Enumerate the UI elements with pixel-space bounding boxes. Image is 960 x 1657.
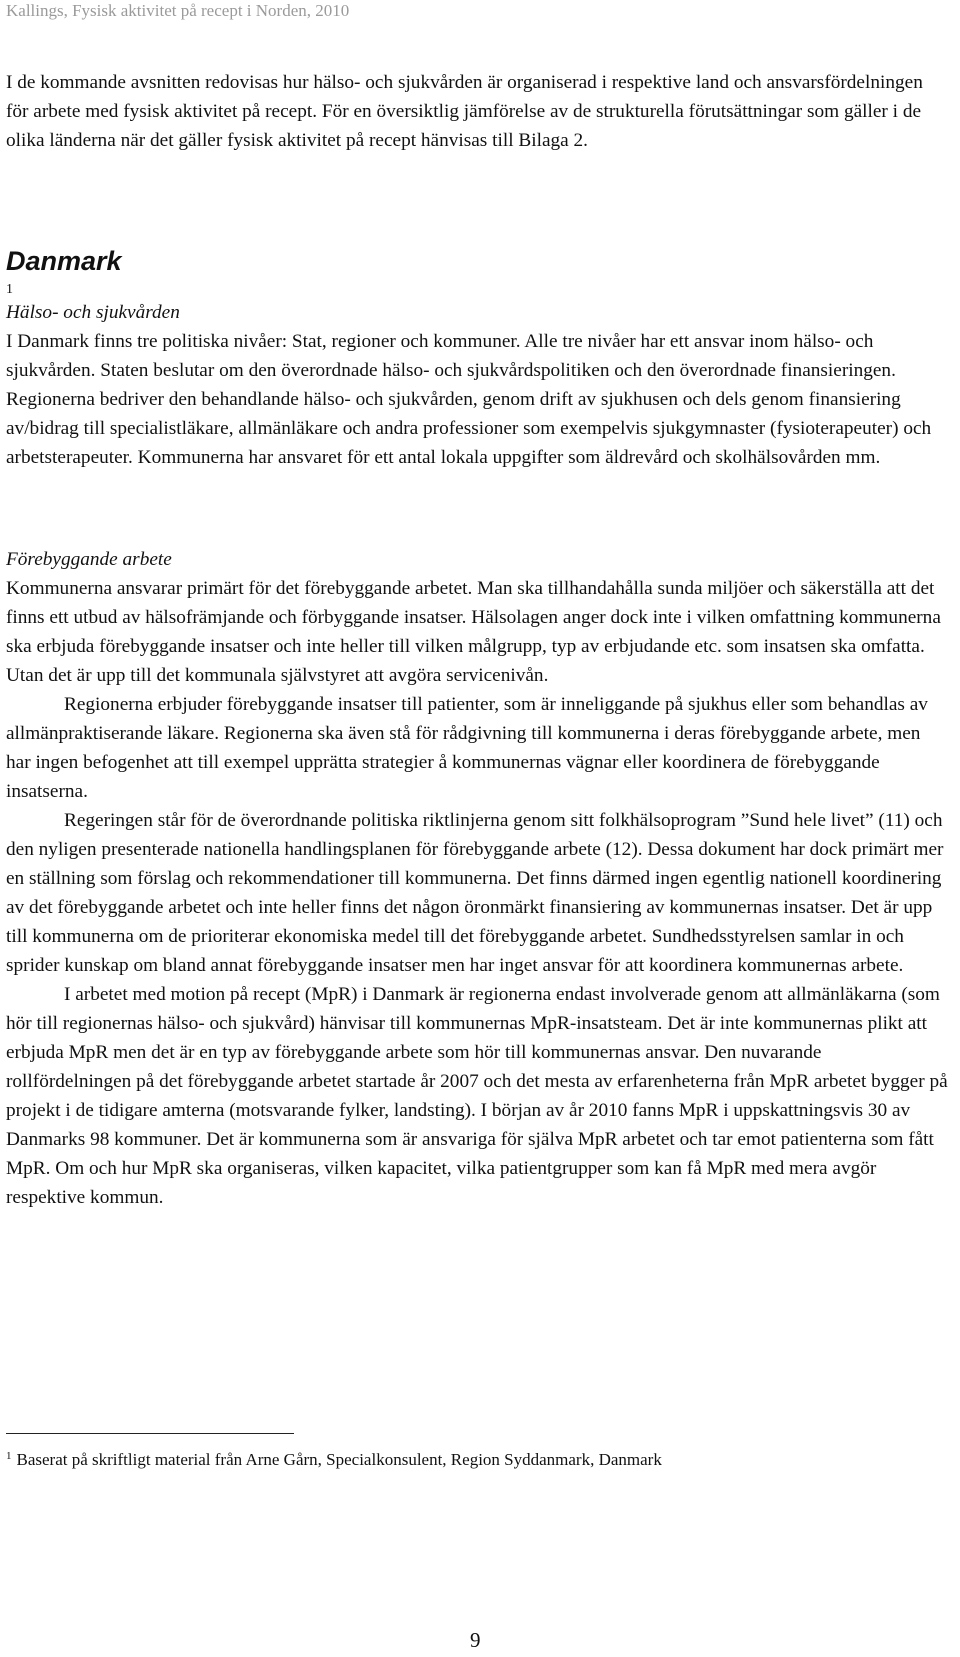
footnote-number: 1	[6, 1450, 12, 1462]
running-header: Kallings, Fysisk aktivitet på recept i Norden, 2010	[6, 1, 350, 20]
subsection-health-care	[6, 298, 948, 472]
subsection-heading: Förebyggande arbete	[6, 549, 172, 570]
body-paragraph: I arbetet med motion på recept (MpR) i Danmark är regionerna endast involverade genom att allmänläkarna (som hör till regionernas hälso- och sjukvård) hänvisar till kommunernas MpR-insatsteam. Det är inte kommunernas plikt att erbjuda MpR men det är en typ av förebyggande arbete som hör till kommunernas ansvar. Den nuvarande rollfördelningen på det förebyggande arbetet startade år 2007 och det mesta av erfarenheterna från MpR arbetet bygger på projekt i de tidigare amterna (motsvarande fylker, landsting). I början av år 2010 fanns MpR i uppskattningsvis 30 av Danmarks 98 kommuner. Det är kommunerna som är ansvariga för själva MpR arbetet och tar emot patienterna som fått MpR. Om och hur MpR ska organiseras, vilken kapacitet, vilka patientgrupper som kan få MpR med mera avgör respektive kommun.	[6, 984, 948, 1208]
body-paragraph: Regeringen står för de överordnande politiska riktlinjerna genom sitt folkhälsoprogram ”Sund hele livet” (11) och den nyligen presenterade nationella handlingsplanen för förebyggande arbete (12). Dessa dokument har dock primärt mer en ställning som förslag och rekommendationer till kommunerna. Det finns därmed ingen egentlig nationell koordinering av det förebyggande arbetet och inte heller finns det någon öronmärkt finansiering av kommunernas insatser. Det är upp till kommunerna om de prioriterar ekonomiska medel till det förebyggande arbetet. Sundhedsstyrelsen samlar in och sprider kunskap om bland annat förebyggande insatser men har inget ansvar för att koordinera kommunernas arbete.	[6, 810, 944, 976]
subsection-heading: Hälso- och sjukvården	[6, 302, 180, 323]
footnote	[6, 1438, 946, 1478]
subsection-preventive-work	[6, 545, 948, 1212]
footnote-text: Baserat på skriftligt material från Arne Gårn, Specialkonsulent, Region Syddanmark, Danmark	[16, 1450, 662, 1469]
footnote-reference: 1	[6, 282, 13, 297]
body-paragraph: Kommunerna ansvarar primärt för det förebyggande arbetet. Man ska tillhandahålla sunda miljöer och säkerställa att det finns ett utbud av hälsofrämjande och förbyggande insatser. Hälsolagen anger dock inte i vilken omfattning kommunerna ska erbjuda förebyggande insatser och inte heller till vilken målgrupp, typ av erbjudande etc. som insatsen ska omfatta. Utan det är upp till det kommunala självstyret att avgöra servicenivån.	[6, 578, 941, 686]
page-number: 9	[470, 1628, 481, 1652]
intro-paragraph: I de kommande avsnitten redovisas hur hälso- och sjukvården är organiserad i respektive land och ansvarsfördelningen för arbete med fysisk aktivitet på recept. För en översiktlig jämförelse av de strukturella förutsättningar som gäller i de olika länderna när det gäller fysisk aktivitet på recept hänvisas till Bilaga 2.	[6, 72, 923, 151]
footnote-separator	[6, 1433, 294, 1434]
section-heading-danmark: Danmark	[6, 246, 122, 276]
body-paragraph: Regionerna erbjuder förebyggande insatser till patienter, som är inneliggande på sjukhus eller som behandlas av allmänpraktiserande läkare. Regionerna ska även stå för rådgivning till kommunerna i deras förebyggande arbete, men har ingen befogenhet att till exempel upprätta strategier å kommunernas vägnar eller koordinera de förebyggande insatserna.	[6, 694, 928, 802]
body-paragraph: I Danmark finns tre politiska nivåer: Stat, regioner och kommuner. Alle tre nivåer har ett ansvar inom hälso- och sjukvården. Staten beslutar om den överordnade hälso- och sjukvårdspolitiken och den överordnade finansieringen. Regionerna bedriver den behandlande hälso- och sjukvården, genom drift av sjukhusen och dels genom finansiering av/bidrag till specialistläkare, allmänläkare och andra professioner som exempelvis sjukgymnaster (fysioterapeuter) och arbetsterapeuter. Kommunerna har ansvaret för ett antal lokala uppgifter som äldrevård och skolhälsovården mm.	[6, 331, 932, 468]
